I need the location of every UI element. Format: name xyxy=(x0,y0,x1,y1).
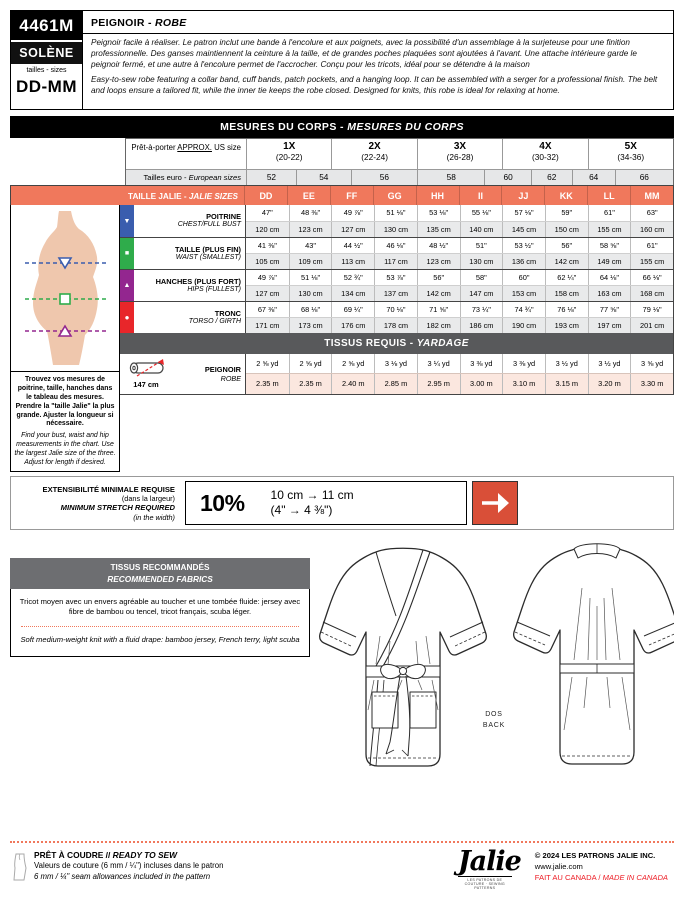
pattern-number: 4461M xyxy=(11,11,82,40)
waist-inches-value: 51" xyxy=(460,238,503,253)
recommended-fabrics xyxy=(10,558,310,656)
jalie-logo xyxy=(458,848,521,890)
made-in-canada-en: MADE IN CANADA xyxy=(602,873,668,882)
size-header-block xyxy=(125,138,674,185)
waist-marker-glyph: ■ xyxy=(124,250,130,258)
measurement-row-bust xyxy=(120,205,673,237)
measurement-row-torso xyxy=(120,301,673,333)
euro-size-cell: 62 xyxy=(531,170,572,185)
hips-inches-value: 53 ⅞" xyxy=(374,270,417,285)
hips-cm-value: 158 cm xyxy=(545,286,588,301)
yards-value: 3 ¼ yd xyxy=(417,354,460,373)
bust-inches-value: 48 ⅜" xyxy=(289,205,332,221)
euro-size-cell: 58 xyxy=(417,170,484,185)
torso-inches-value: 73 ¼" xyxy=(460,302,503,317)
waist-inches-value: 56" xyxy=(545,238,588,253)
euro-size-label xyxy=(126,170,246,185)
stretch-label-en: MINIMUM STRETCH REQUIRED xyxy=(60,503,175,513)
fabric-width: 147 cm xyxy=(133,380,159,390)
hips-marker-glyph: ▲ xyxy=(123,282,131,290)
bust-cm-value: 123 cm xyxy=(289,222,332,238)
bust-cm-value: 135 cm xyxy=(417,222,460,238)
hips-marker xyxy=(120,270,135,301)
torso-cm-value: 197 cm xyxy=(588,318,631,333)
waist-cm-value: 113 cm xyxy=(331,254,374,269)
bust-cm-value: 150 cm xyxy=(545,222,588,238)
robe-front-view xyxy=(320,549,487,767)
yards-value: 2 ⅝ yd xyxy=(256,358,279,368)
hips-cm-value: 134 cm xyxy=(331,286,374,301)
bust-inches-value: 53 ⅛" xyxy=(417,205,460,221)
back-view-label-fr: DOS xyxy=(485,711,503,719)
meters-value: 3.00 m xyxy=(460,374,503,394)
bust-inches xyxy=(246,205,673,221)
jalie-size-row xyxy=(10,185,674,206)
yards-value: 3 ⅜ yd xyxy=(502,354,545,373)
torso-inches-value: 77 ⅝" xyxy=(588,302,631,317)
yards-value: 3 ½ yd xyxy=(588,354,631,373)
meters-value: 3.20 m xyxy=(588,374,631,394)
torso-marker-glyph: ● xyxy=(124,313,130,323)
bust-inches-value: 61" xyxy=(588,205,631,221)
hips-cm-value: 163 cm xyxy=(588,286,631,301)
bust-inches-value: 59" xyxy=(545,205,588,221)
euro-size-cell: 66 xyxy=(615,170,673,185)
us-size-cell-range: (20-22) xyxy=(275,151,303,162)
yards-value: 3 ½ yd xyxy=(545,354,588,373)
body-measurement-figure-illustration xyxy=(13,207,117,367)
jalie-size-cell: DD xyxy=(244,186,287,206)
waist-inches-value: 58 ⅝" xyxy=(588,238,631,253)
hips-inches-value: 60" xyxy=(502,270,545,285)
euro-label-en: European sizes xyxy=(188,172,241,182)
measurements-title-en: MESURES DU CORPS xyxy=(347,120,464,133)
us-size-cell-range: (22-24) xyxy=(361,151,388,162)
body-silhouette xyxy=(33,211,98,365)
us-label-approx: APPROX. xyxy=(177,142,212,152)
yards-value: 2 ⅝ yd xyxy=(289,354,332,373)
torso-cm-value: 193 cm xyxy=(545,318,588,333)
waist-inches-value: 48 ½" xyxy=(417,238,460,253)
hips-inches-value: 64 ⅛" xyxy=(588,270,631,285)
meters-value: 2.85 m xyxy=(374,374,417,394)
bust-inches-value: 49 ⅞" xyxy=(331,205,374,221)
bust-label-en: CHEST/FULL BUST xyxy=(177,221,241,229)
hips-label-fr: HANCHES (PLUS FORT) xyxy=(155,276,241,286)
euro-size-cell: 52 xyxy=(246,170,296,185)
hips-cm-value: 153 cm xyxy=(502,286,545,301)
stretch-arrow-box xyxy=(472,481,518,525)
torso-cm-value: 201 cm xyxy=(630,318,673,333)
description-en: Easy-to-sew robe featuring a collar band, cuff bands, patch pockets, and a hanging loop. It can be assembled with a serger for a professional finish. The belt and loops ensure a tailored fit, while the inner tie keeps the robe closed. Designed for knits, this robe is ideal for relaxing at home. xyxy=(91,75,658,96)
garment-title xyxy=(83,11,673,34)
torso-cm-value: 182 cm xyxy=(417,318,460,333)
yardage-section-title xyxy=(120,333,673,354)
bust-inches-value: 47" xyxy=(261,208,273,218)
header-id-column xyxy=(11,11,83,109)
robe-line-drawings xyxy=(306,530,674,830)
yards-value: 3 ⅜ yd xyxy=(460,354,503,373)
jalie-size-cell: FF xyxy=(330,186,373,206)
hips-inches-value: 52 ¾" xyxy=(331,270,374,285)
torso-inches-value: 74 ¾" xyxy=(502,302,545,317)
meters-value: 2.40 m xyxy=(331,374,374,394)
hips-label-en: HIPS (FULLEST) xyxy=(187,285,241,293)
torso-inches-value: 76 ⅛" xyxy=(545,302,588,317)
back-view-label-en: BACK xyxy=(482,721,506,729)
yards-value: 3 ⅝ yd xyxy=(630,354,673,373)
waist-label-en: WAIST (SMALLEST) xyxy=(175,253,241,261)
pattern-name: SOLÈNE xyxy=(11,42,82,64)
sizes-label: tailles - sizes xyxy=(26,67,67,74)
euro-size-row xyxy=(126,169,673,185)
fabrics-title-fr: TISSUS RECOMMANDÉS xyxy=(110,562,210,573)
waist-marker xyxy=(120,238,135,269)
bust-label-fr: POITRINE xyxy=(206,212,241,222)
us-size-cell xyxy=(502,139,587,169)
garment-label-fr: PEIGNOIR xyxy=(204,364,241,374)
technical-drawings xyxy=(306,530,674,830)
torso-inches-value: 79 ⅛" xyxy=(630,302,673,317)
fit-note xyxy=(11,371,119,471)
bust-inches-value: 55 ⅛" xyxy=(460,205,503,221)
us-size-cells xyxy=(246,139,673,169)
waist-cm-value: 142 cm xyxy=(545,254,588,269)
fabric-roll-icon xyxy=(125,359,167,379)
hips-cm-value: 130 cm xyxy=(289,286,332,301)
header-description-column xyxy=(83,11,673,109)
robe-back-view xyxy=(514,544,674,764)
us-size-cell xyxy=(331,139,416,169)
jalie-size-cell: JJ xyxy=(501,186,544,206)
waist-cm-value: 149 cm xyxy=(588,254,631,269)
torso-inches-value: 71 ⅝" xyxy=(417,302,460,317)
waist-inches-value: 46 ⅛" xyxy=(374,238,417,253)
stretch-rule-cm: 10 cm → 11 cm xyxy=(270,487,354,502)
fabrics-title-en: RECOMMENDED FABRICS xyxy=(107,573,213,584)
torso-marker xyxy=(120,302,135,333)
waist-cm xyxy=(246,253,673,269)
waist-inches-value: 53 ½" xyxy=(502,238,545,253)
torso-inches-value: 69 ¼" xyxy=(331,302,374,317)
body-figure xyxy=(11,205,119,371)
torso-cm xyxy=(246,317,673,333)
meters-value: 3.15 m xyxy=(545,374,588,394)
measurements-main xyxy=(10,205,674,472)
stretch-gauge-box xyxy=(185,481,467,525)
meters-value: 3.10 m xyxy=(502,374,545,394)
jalie-size-cell: EE xyxy=(287,186,330,206)
fit-sidebar xyxy=(10,205,120,472)
fabrics-body-fr: Tricot moyen avec un envers agréable au toucher et une tombée fluide: jersey avec fibre de bambou ou tencel, tricot français, scuba léger. xyxy=(19,596,301,617)
description-fr: Peignoir facile à réaliser. Le patron inclut une bande à l'encolure et aux poignets, avec la possibilité d'un assemblage à la surjeteuse pour une finition professionnelle. Des ganses maintiennent la ceinture à la taille, et de grandes poches plaquées sont ajoutées à l'avant. Une attache intérieure garde le peignoir fermé, et une autre à l'encolure permet de l'accrocher. Conçu pour les tricots, idéal pour se détendre à la maison xyxy=(91,38,637,69)
bust-cm xyxy=(246,221,673,238)
header xyxy=(10,10,674,110)
waist-cm-value: 155 cm xyxy=(630,254,673,269)
measurement-table xyxy=(120,205,674,395)
us-size-cell xyxy=(588,139,673,169)
hips-cm-value: 137 cm xyxy=(374,286,417,301)
torso-inches xyxy=(246,302,673,317)
waist-cm-value: 117 cm xyxy=(374,254,417,269)
garment-title-en: ROBE xyxy=(154,17,187,29)
us-size-cell-size: 2X xyxy=(368,140,381,152)
torso-cm-value: 190 cm xyxy=(502,318,545,333)
euro-size-cell: 56 xyxy=(351,170,417,185)
waist-cm-value: 109 cm xyxy=(289,254,332,269)
jalie-size-label xyxy=(11,186,244,206)
yards-value: 2 ⅝ yd xyxy=(331,354,374,373)
jalie-logo-tagline: LES PATRONS DE COUTURE · SEWING PATTERNS xyxy=(458,876,512,890)
us-label-pre: Prêt-à-porter xyxy=(131,142,178,152)
bust-cm-value: 127 cm xyxy=(331,222,374,238)
hips-cm-value: 147 cm xyxy=(460,286,503,301)
fabrics-divider xyxy=(21,626,299,627)
yardage-meters xyxy=(246,373,673,394)
hips-inches-value: 51 ⅛" xyxy=(289,270,332,285)
us-size-cell xyxy=(417,139,502,169)
torso-cm-value: 176 cm xyxy=(331,318,374,333)
garment-label-en: ROBE xyxy=(220,374,241,384)
jalie-size-cells xyxy=(244,186,673,206)
jalie-size-cell: GG xyxy=(373,186,416,206)
fabrics-body-en: Soft medium-weight knit with a fluid drape: bamboo jersey, French terry, light scuba xyxy=(20,635,300,645)
yardage-title-fr: TISSUS REQUIS - xyxy=(324,338,417,350)
waist-cm-value: 130 cm xyxy=(460,254,503,269)
waist-inches xyxy=(246,238,673,253)
measurements-section-title xyxy=(10,116,674,138)
bust-cm-value: 160 cm xyxy=(630,222,673,238)
us-size-cell-size: 5X xyxy=(624,140,637,152)
waist-label-fr: TAILLE (PLUS FIN) xyxy=(175,244,241,254)
jalie-size-cell: HH xyxy=(416,186,459,206)
stretch-label-fr-sub: (dans la largeur) xyxy=(121,494,175,504)
bust-inches-value: 51 ⅛" xyxy=(374,205,417,221)
jalie-label-fr: TAILLE JALIE - xyxy=(128,191,189,201)
waist-inches-value: 43" xyxy=(289,238,332,253)
us-size-cell-range: (30-32) xyxy=(532,151,559,162)
website: www.jalie.com xyxy=(534,862,583,871)
stretch-section xyxy=(10,476,674,530)
bust-marker-glyph: ▼ xyxy=(123,217,131,225)
hips-cm-value: 168 cm xyxy=(630,286,673,301)
stretch-label-en-sub: (in the width) xyxy=(133,512,175,522)
jalie-label-en: JALIE SIZES xyxy=(188,191,238,201)
torso-inches-value: 68 ⅛" xyxy=(289,302,332,317)
us-size-cell-size: 1X xyxy=(283,140,296,152)
meters-value: 2.35 m xyxy=(289,374,332,394)
stretch-label-fr: EXTENSIBILITÉ MINIMALE REQUISE xyxy=(42,484,175,494)
waist-cm-value: 123 cm xyxy=(417,254,460,269)
bust-marker xyxy=(120,205,135,237)
fabric-roll xyxy=(120,354,172,394)
lower-section xyxy=(10,530,674,841)
hips-cm-value: 142 cm xyxy=(417,286,460,301)
bust-cm-value: 130 cm xyxy=(374,222,417,238)
fit-note-en: Find your bust, waist and hip measurements in the chart. Use the largest Jalie size of the three. Adjust for length if desired. xyxy=(14,432,116,466)
meters-value: 2.35 m xyxy=(256,379,279,389)
hips-inches xyxy=(246,270,673,285)
seam-allowance-fr: Valeurs de couture (6 mm / ¼") incluses dans le patron xyxy=(34,861,224,871)
torso-label-en: TORSO / GIRTH xyxy=(188,317,241,325)
jalie-size-cell: LL xyxy=(587,186,630,206)
measurement-row-waist xyxy=(120,237,673,269)
bust-inches-value: 57 ⅛" xyxy=(502,205,545,221)
hips-inches-value: 56" xyxy=(417,270,460,285)
us-size-row xyxy=(126,139,673,169)
waist-cm-value: 136 cm xyxy=(502,254,545,269)
meters-value: 3.30 m xyxy=(630,374,673,394)
hips-inches-value: 66 ⅛" xyxy=(630,270,673,285)
yardage-title-en: YARDAGE xyxy=(416,338,469,350)
us-label-post: US size xyxy=(211,142,241,152)
footer xyxy=(10,841,674,890)
us-size-label xyxy=(126,139,246,169)
measurements-title-fr: MESURES DU CORPS - xyxy=(220,120,348,133)
bust-cm-value: 140 cm xyxy=(460,222,503,238)
jalie-size-cell: MM xyxy=(630,186,673,206)
made-in-canada-fr: FAIT AU CANADA / xyxy=(534,873,603,882)
waist-inches-value: 44 ½" xyxy=(331,238,374,253)
bust-cm-value: 120 cm xyxy=(255,224,280,234)
torso-label-fr: TRONC xyxy=(214,308,241,318)
seam-allowance-en: 6 mm / ¼" seam allowances included in the pattern xyxy=(34,871,211,881)
yardage-yards xyxy=(246,354,673,373)
yards-value: 3 ⅛ yd xyxy=(374,354,417,373)
jalie-size-cell: II xyxy=(459,186,502,206)
euro-size-cell: 60 xyxy=(484,170,530,185)
garment-title-fr: PEIGNOIR - xyxy=(91,17,155,29)
torso-cm-value: 173 cm xyxy=(289,318,332,333)
us-size-cell-size: 3X xyxy=(453,140,467,152)
stretch-rule-in: (4" → 4 ⅜") xyxy=(270,503,333,518)
stretch-arrow-icon xyxy=(480,491,510,515)
us-size-cell xyxy=(246,139,331,169)
euro-label-fr: Tailles euro - xyxy=(143,172,189,182)
jalie-size-cell: KK xyxy=(544,186,587,206)
ready-to-sew-sep: // xyxy=(105,850,113,860)
euro-size-cell: 64 xyxy=(572,170,615,185)
ready-to-sew-en: READY TO SEW xyxy=(112,850,178,860)
torso-cm-value: 186 cm xyxy=(460,318,503,333)
us-size-cell-range: (34-36) xyxy=(617,151,645,162)
size-range: DD-MM xyxy=(15,77,78,96)
meters-value: 2.95 m xyxy=(417,374,460,394)
ready-to-sew-fr: PRÊT À COUDRE xyxy=(34,850,106,860)
hips-cm xyxy=(246,285,673,301)
waist-marker-icon xyxy=(60,294,70,304)
torso-inches-value: 67 ⅜" xyxy=(257,305,277,315)
bust-inches-value: 63" xyxy=(630,205,673,221)
torso-cm-value: 171 cm xyxy=(255,321,280,331)
jalie-logo-text: Jalie xyxy=(457,846,521,877)
euro-size-cell: 54 xyxy=(296,170,351,185)
stretch-percent: 10% xyxy=(200,489,245,516)
hips-cm-value: 127 cm xyxy=(255,289,280,299)
euro-size-cells xyxy=(246,170,673,185)
waist-inches-value: 61" xyxy=(630,238,673,253)
yardage-row xyxy=(120,354,673,394)
pattern-piece-icon xyxy=(12,852,28,887)
waist-cm-value: 105 cm xyxy=(255,257,280,267)
us-size-cell-range: (26-28) xyxy=(446,151,474,162)
torso-cm-value: 178 cm xyxy=(374,318,417,333)
hips-inches-value: 49 ⅞" xyxy=(257,273,277,283)
copyright: © 2024 LES PATRONS JALIE INC. xyxy=(534,851,656,860)
waist-inches-value: 41 ⅜" xyxy=(257,241,277,251)
bust-cm-value: 155 cm xyxy=(588,222,631,238)
us-size-cell-size: 4X xyxy=(539,140,552,152)
hips-inches-value: 62 ¼" xyxy=(545,270,588,285)
fit-note-fr: Trouvez vos mesures de poitrine, taille, hanches dans le tableau des mesures. Prendre la "taille Jalie" la plus grande. Ajuster la longueur si nécessaire. xyxy=(15,376,115,428)
hips-inches-value: 58" xyxy=(460,270,503,285)
bust-cm-value: 145 cm xyxy=(502,222,545,238)
torso-inches-value: 70 ⅛" xyxy=(374,302,417,317)
measurement-row-hips xyxy=(120,269,673,301)
